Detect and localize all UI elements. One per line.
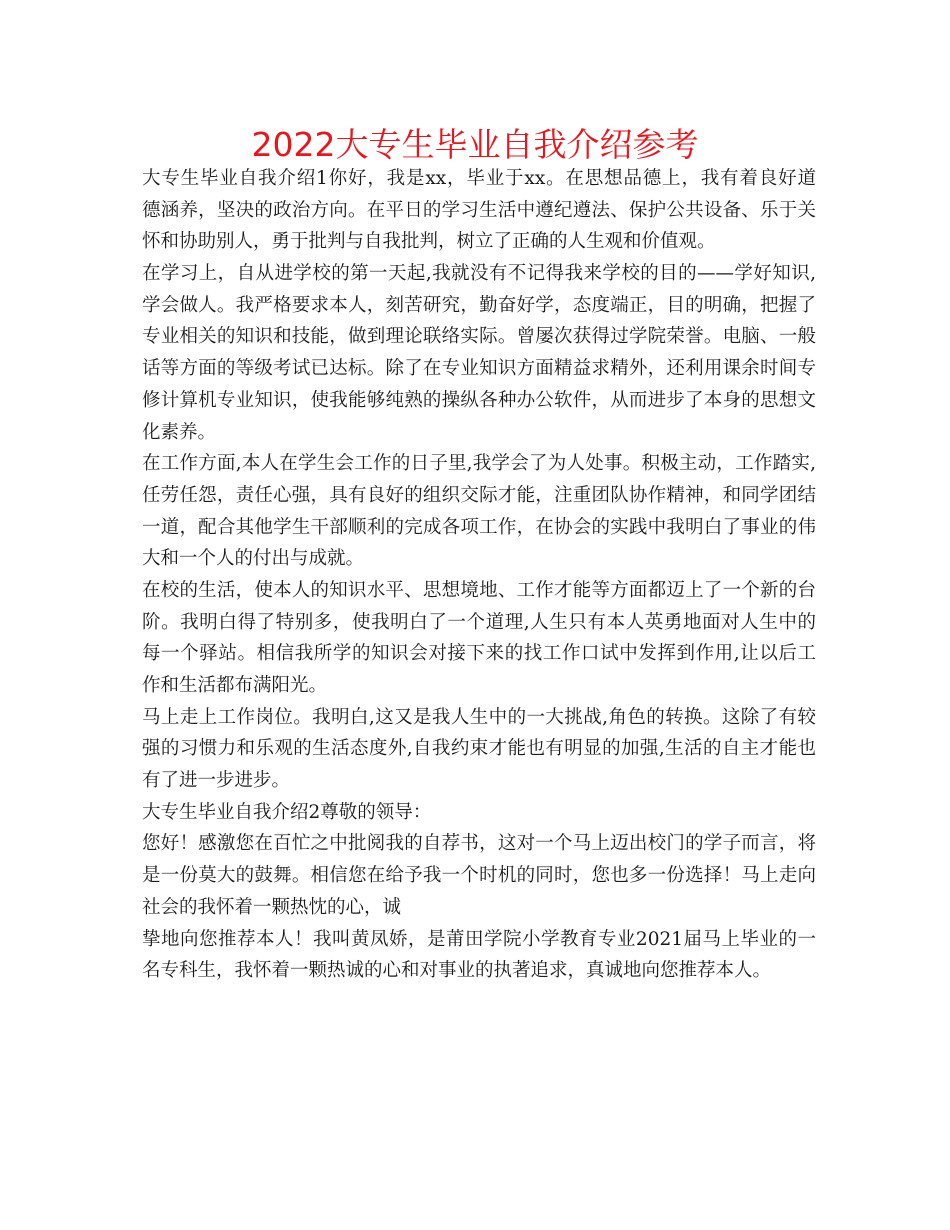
paragraph [142, 702, 816, 797]
paragraph [142, 924, 816, 987]
text-line: 怀和协助别人，勇于批判与自我批判，树立了正确的人生观和价值观。 [142, 231, 716, 253]
text-line: 有了进一步进步。 [142, 770, 291, 792]
paragraph [142, 258, 816, 448]
text-line: 在校的生活，使本人的知识水平、思想境地、工作才能等方面都迈上了一个新的台 [142, 579, 816, 601]
text-line: 任劳任怨，责任心强，具有良好的组织交际才能，注重团队协作精神，和同学团结 [142, 484, 816, 506]
paragraph [142, 575, 816, 702]
text-line: 名专科生，我怀着一颗热诚的心和对事业的执著追求，真诚地向您推荐本人。 [142, 960, 772, 982]
text-line: 修计算机专业知识，使我能够纯熟的操纵各种办公软件，从而进步了本身的思想文 [142, 389, 816, 411]
text-line: 在学习上，自从进学校的第一天起,我就没有不记得我来学校的目的——学好知识, [142, 263, 816, 285]
text-line: 您好！感激您在百忙之中批阅我的自荐书，这对一个马上迈出校门的学子而言，将 [142, 833, 816, 855]
document-title: 2022大专生毕业自我介绍参考 [251, 125, 699, 164]
text-line: 挚地向您推荐本人！我叫黄凤娇，是莆田学院小学教育专业2021届马上毕业的一 [142, 928, 816, 950]
text-line: 专业相关的知识和技能，做到理论联络实际。曾屡次获得过学院荣誉。电脑、一般 [142, 326, 816, 348]
text-line: 强的习惯力和乐观的生活态度外,自我约束才能也有明显的加强,生活的自主才能也 [142, 738, 816, 760]
text-line: 话等方面的等级考试已达标。除了在专业知识方面精益求精外，还利用课余时间专 [142, 358, 816, 380]
text-line: 学会做人。我严格要求本人，刻苦研究，勤奋好学，态度端正，目的明确，把握了 [142, 294, 816, 316]
text-line: 社会的我怀着一颗热忱的心，诚 [142, 896, 402, 918]
text-line: 每一个驿站。相信我所学的知识会对接下来的找工作口试中发挥到作用,让以后工 [142, 643, 816, 665]
text-line: 在工作方面,本人在学生会工作的日子里,我学会了为人处事。积极主动，工作踏实, [142, 453, 816, 475]
text-line: 是一份莫大的鼓舞。相信您在给予我一个时机的同时，您也多一份选择！马上走向 [142, 865, 816, 887]
text-line: 大和一个人的付出与成就。 [142, 548, 365, 570]
text-line: 一道，配合其他学生干部顺利的完成各项工作，在协会的实践中我明白了事业的伟 [142, 516, 816, 538]
text-line: 德涵养，坚决的政治方向。在平日的学习生活中遵纪遵法、保护公共设备、乐于关 [142, 199, 816, 221]
paragraph [142, 828, 816, 923]
document-body [142, 163, 816, 987]
paragraph [142, 163, 816, 258]
paragraph [142, 797, 816, 829]
text-line: 大专生毕业自我介绍2尊敬的领导： [142, 801, 432, 823]
text-line: 马上走上工作岗位。我明白,这又是我人生中的一大挑战,角色的转换。这除了有较 [142, 706, 816, 728]
text-line: 化素养。 [142, 421, 217, 443]
paragraph [142, 448, 816, 575]
text-line: 大专生毕业自我介绍1你好，我是xx，毕业于xx。在思想品德上，我有着良好道 [142, 168, 816, 189]
text-line: 阶。我明白得了特别多，使我明白了一个道理,人生只有本人英勇地面对人生中的 [142, 611, 816, 633]
text-line: 作和生活都布满阳光。 [142, 675, 328, 696]
